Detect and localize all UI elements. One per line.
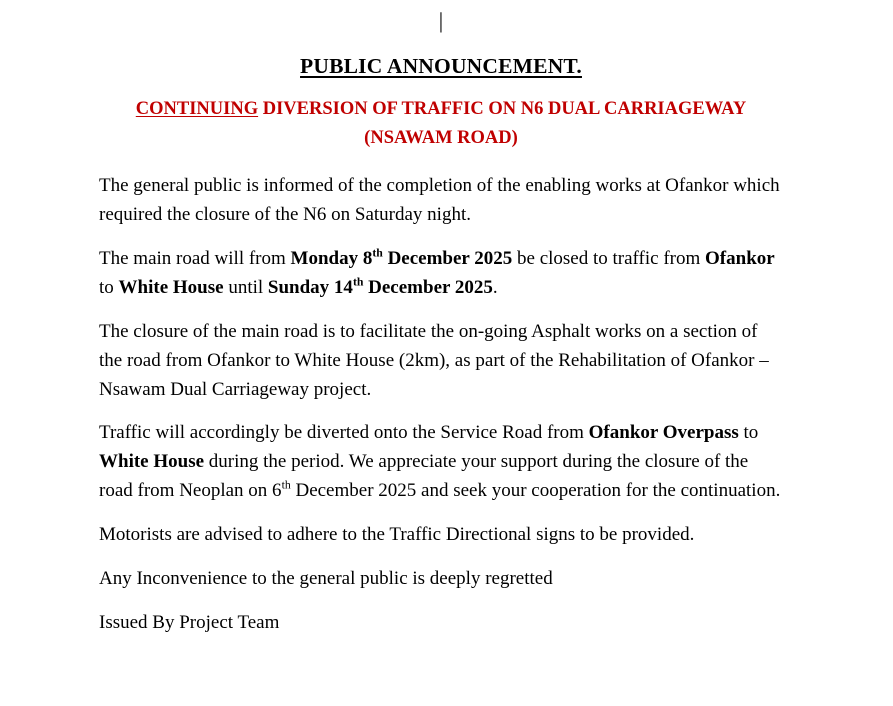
paragraph-5: Motorists are advised to adhere to the Traffic Directional signs to be provided.: [99, 524, 695, 546]
document-body: [99, 172, 783, 637]
subtitle-rest: DIVERSION OF TRAFFIC ON N6 DUAL CARRIAGEWAY (NSAWAM ROAD): [258, 99, 747, 148]
document-subtitle: [99, 95, 783, 152]
text-cursor: |: [438, 8, 444, 33]
p2-bold1: Monday 8: [290, 248, 373, 270]
p2-seg1: The main road will from: [99, 248, 291, 270]
p4-sup1: th: [281, 478, 291, 492]
paragraph-1: The general public is informed of the completion of the enabling works at Ofankor which required the closure of the N6 on Saturday night.: [99, 175, 780, 226]
p2-bold4: White House: [118, 276, 224, 298]
paragraph-3: The closure of the main road is to facilitate the on-going Asphalt works on a section of the road from Ofankor to White House (2km), as part of the Rehabilitation of Ofankor – Nsawam Dual Carriageway project.: [99, 320, 769, 400]
p2-bold5: Sunday 14: [267, 276, 353, 298]
p2-sup1: th: [372, 246, 383, 260]
paragraph-6: Any Inconvenience to the general public is deeply regretted: [99, 567, 553, 589]
p4-bold2: White House: [99, 451, 205, 473]
p4-seg2: to: [738, 422, 759, 444]
p4-bold1: Ofankor Overpass: [588, 422, 739, 444]
page-title: PUBLIC ANNOUNCEMENT.: [300, 54, 582, 78]
p2-sup2: th: [352, 275, 364, 289]
p2-seg5: .: [492, 276, 498, 298]
paragraph-2: [99, 245, 783, 303]
p2-bold3: Ofankor: [705, 248, 775, 270]
p4-seg4: December 2025 and seek your cooperation for the continuation.: [290, 480, 781, 502]
p2-seg3: to: [99, 276, 119, 298]
p4-seg1: Traffic will accordingly be diverted onto the Service Road from: [99, 422, 589, 444]
p2-seg2: be closed to traffic from: [512, 248, 706, 270]
p2-bold2: December 2025: [382, 248, 513, 270]
subtitle-highlight: CONTINUING: [135, 99, 259, 119]
paragraph-4: [99, 419, 783, 506]
paragraph-7-signature: Issued By Project Team: [99, 611, 280, 633]
p2-bold6: December 2025: [363, 276, 493, 298]
p4-seg3: during the period. We appreciate your support during the closure of the road from Neoplan on 6: [99, 451, 749, 502]
p2-seg4: until: [223, 276, 268, 298]
